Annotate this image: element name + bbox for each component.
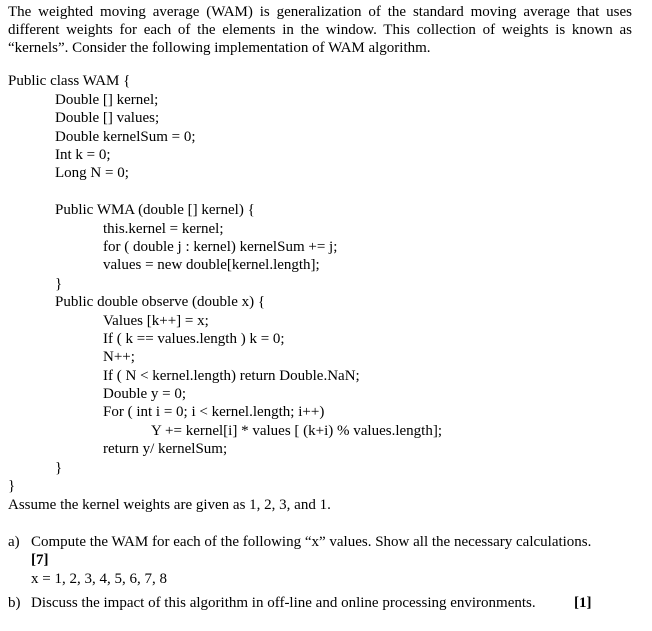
code-observe-n: N++;	[103, 349, 135, 365]
assumption-text: Assume the kernel weights are given as 1, 2, 3, and 1.	[8, 497, 331, 513]
question-b-text: Discuss the impact of this algorithm in off-line and online processing environments.	[31, 595, 536, 611]
code-field-n: Long N = 0;	[55, 165, 129, 181]
intro-paragraph: The weighted moving average (WAM) is generalization of the standard moving average that uses different weights for each of the elements in the window. This collection of weights is known as “kernels”. Consider the following implementation of WAM algorithm.	[8, 4, 632, 56]
code-observe-sum: Y += kernel[i] * values [ (k+i) % values.length];	[151, 423, 442, 439]
code-constructor-for: for ( double j : kernel) kernelSum += j;	[103, 239, 338, 255]
code-observe-declaration: Public double observe (double x) {	[55, 294, 266, 310]
question-a-label: a)	[8, 534, 20, 550]
code-field-kernelsum: Double kernelSum = 0;	[55, 129, 196, 145]
code-field-k: Int k = 0;	[55, 147, 111, 163]
question-b-label: b)	[8, 595, 21, 611]
code-constructor-assign: this.kernel = kernel;	[103, 221, 224, 237]
question-a-text: Compute the WAM for each of the following “x” values. Show all the necessary calculations.	[31, 534, 592, 550]
code-observe-for: For ( int i = 0; i < kernel.length; i++)	[103, 404, 325, 420]
question-b-marks: [1]	[574, 595, 592, 611]
code-constructor-close: }	[55, 276, 63, 292]
code-observe-if-k: If ( k == values.length ) k = 0;	[103, 331, 285, 347]
code-field-values: Double [] values;	[55, 110, 160, 126]
code-observe-values: Values [k++] = x;	[103, 313, 209, 329]
question-a-values: x = 1, 2, 3, 4, 5, 6, 7, 8	[31, 571, 167, 587]
code-field-kernel: Double [] kernel;	[55, 92, 159, 108]
code-observe-close: }	[55, 460, 63, 476]
code-observe-y: Double y = 0;	[103, 386, 187, 402]
code-constructor-values: values = new double[kernel.length];	[103, 257, 320, 273]
code-observe-if-n: If ( N < kernel.length) return Double.NaN;	[103, 368, 360, 384]
code-class-declaration: Public class WAM {	[8, 73, 131, 89]
question-a-marks: [7]	[31, 552, 49, 568]
code-constructor-declaration: Public WMA (double [] kernel) {	[55, 202, 255, 218]
code-class-close: }	[8, 478, 16, 494]
code-observe-return: return y/ kernelSum;	[103, 441, 228, 457]
